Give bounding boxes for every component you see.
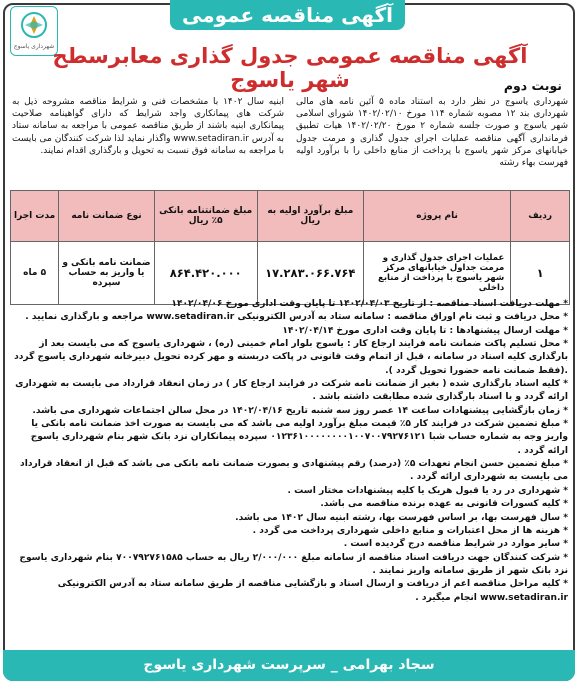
list-item: * محل دریافت و ثبت نام اوراق مناقصه : سامانه ستاد به آدرس الکترونیکی www.setadiran.ir مراجعه و بارگذاری نمایید . (25, 312, 568, 323)
list-item: * مهلت دریافت اسناد مناقصه : از تاریخ ۱۴۰۲/۰۴/۰۳ تا پایان وقت اداری مورخ ۱۴۰۲/۰۴/۰۶ (171, 299, 568, 309)
list-item: * شرکت کنندگان جهت دریافت اسناد مناقصه از سامانه مبلغ ۲/۰۰۰/۰۰۰ ریال به حساب ۷۰۰۷۹۲۷۶۱۵۸۵ بنام شهرداری یاسوج نزد بانک شهر از طریق سامانه واریز نمایند . (19, 552, 568, 576)
list-item: * کلیه مراحل مناقصه اعم از دریافت و ارسال اسناد و بازگشایی مناقصه از طریق سامانه ستاد به آدرس الکترونیکی www.setadiran.ir انجام میگیرد . (57, 579, 568, 603)
list-item: * مبلغ تضمین شرکت در فرایند کار ۵٪ قیمت مبلغ برآورد اولیه می باشد که می بایست به صورت اخذ ضمانت نامه بانکی یا واریز وجه به شماره حساب شبا ۰۱۲۳۶۱۰۰۰۰۰۰۰۰۱۰۰۷۰۰۷۹۲۷۶۱۲۱ سپرده پیمانکاران نزد بانک شهر بنام شهرداری یاسوج ارائه گردد . (30, 419, 568, 456)
list-item: * مهلت ارسال پیشنهادها : تا پایان وقت اداری مورخ ۱۴۰۲/۰۴/۱۴ (282, 325, 568, 336)
col-header-guarantee-amount: مبلغ ضمانتنامه بانکی ۵٪ ریال (154, 191, 257, 242)
logo-caption: شهرداری یاسوج (13, 43, 55, 50)
cell-row-number: ۱ (511, 242, 570, 305)
col-header-guarantee-type: نوع ضمانت نامه (59, 191, 154, 242)
cell-project: عملیات اجرای جدول گذاری و مرمت جداول خیابانهای مرکز شهر یاسوج با پرداخت از منابع داخلی (363, 242, 510, 305)
cell-estimate: ۱۷.۲۸۳.۰۶۶.۷۶۴ (257, 242, 363, 305)
cell-guarantee-type: ضمانت نامه بانکی و یا واریز به حساب سپرده (59, 242, 154, 305)
cell-guarantee-amount: ۸۶۴.۴۲۰.۰۰۰ (154, 242, 257, 305)
list-item: * کلیه کسورات قانونی به عهده برنده مناقصه می باشد. (320, 499, 568, 510)
signature-footer: سجاد بهرامی _ سرپرست شهرداری یاسوج (3, 650, 575, 681)
tender-table (10, 190, 570, 305)
notice-banner: آگهی مناقصه عمومی (170, 0, 405, 30)
notice-title: آگهی مناقصه عمومی جدول گذاری معابرسطح شهر یاسوج (52, 44, 528, 92)
col-header-project: نام پروژه (363, 191, 510, 242)
list-item: * کلیه اسناد بارگذاری شده ( بغیر از ضمانت نامه شرکت در فرایند ارجاع کار ) در زمان انعقاد قرارداد می بایست به شهرداری ارائه گردد و با اسناد بارگذاری شده مطابقت داشته باشد . (15, 379, 568, 403)
table-header-row (11, 191, 570, 242)
notice-round: نوبت دوم (503, 78, 562, 93)
list-item: * سال فهرست بها، بر اساس فهرست بها، رشته ابنیه سال ۱۴۰۲ می باشد. (235, 512, 568, 523)
col-header-estimate: مبلغ برآورد اولیه به ریال (257, 191, 363, 242)
list-item: * محل تسلیم پاکت ضمانت نامه فرایند ارجاع کار : یاسوج بلوار امام خمینی (ره) ، شهرداری یاسوج که می بایست بعد از بارگذاری کلیه اسناد در سامانه ، قبل از اتمام وقت قانونی در پاکت دربسته و مهر کرده تحویل دبیرخانه شهرداری یاسوج گردد .(فقط ضمانت نامه حضورا تحویل گردد ). (14, 339, 568, 376)
intro-paragraph-left: ابنیه سال ۱۴۰۲ با مشخصات فنی و شرایط مناقصه مشروحه ذیل به شرکت های پیمانکاری واجد شرایط که دارای گواهینامه صلاحیت پیمانکاری ابنیه باشند از طریق مناقصه عمومی با مراجعه به سامانه ستاد به آدرس www.setadiran.ir واگذار نماید لذا شرکت کنندگان می بایست با مراجعه به سامانه فوق نسبت به تحویل و بارگذاری اقدام نمایند. (12, 97, 284, 156)
intro-paragraph-right: شهرداری یاسوج در نظر دارد به استناد ماده ۵ آئین نامه های مالی شهرداری بند ۱۲ مصوبه شماره ۱۱۴ مورخ ۱۴۰۲/۰۲/۱۰ شورای اسلامی شهر یاسوج و صورت جلسه شماره ۲ مورخ ۱۴۰۲/۰۲/۲۰ هیات تطبیق فرمانداری آگهی مناقصه عملیات اجرای جدول گذاری و مرمت جدول خیابانهای مرکز شهر یاسوج با پرداخت از منابع داخلی را با برآورد اولیه فهرست بهاء رشته (296, 97, 568, 169)
list-item: * سایر موارد در شرایط مناقصه درج گردیده است . (343, 539, 568, 550)
list-item: * مبلغ تضمین حسن انجام تعهدات ۵٪ (درصد) رقم پیشنهادی و بصورت ضمانت نامه بانکی می باشد که قبل از انعقاد قرارداد می بایست به شهرداری ارائه گردد . (20, 459, 568, 483)
cell-duration: ۵ ماه (11, 242, 59, 305)
col-header-row-number: ردیف (511, 191, 570, 242)
conditions-list (12, 298, 568, 605)
list-item: * هزینه ها از محل اعتبارات و منابع داخلی شهرداری پرداخت می گردد . (252, 525, 568, 536)
table-row (11, 242, 570, 305)
list-item: * شهرداری در رد یا قبول هریک یا کلیه پیشنهادات مختار است . (287, 485, 568, 496)
col-header-duration: مدت اجرا (11, 191, 59, 242)
list-item: * زمان بازگشایی پیشنهادات ساعت ۱۴ عصر روز سه شنبه تاریخ ۱۴۰۲/۰۴/۱۶ در محل سالن اجتماعات شهرداری می باشد. (32, 405, 568, 416)
